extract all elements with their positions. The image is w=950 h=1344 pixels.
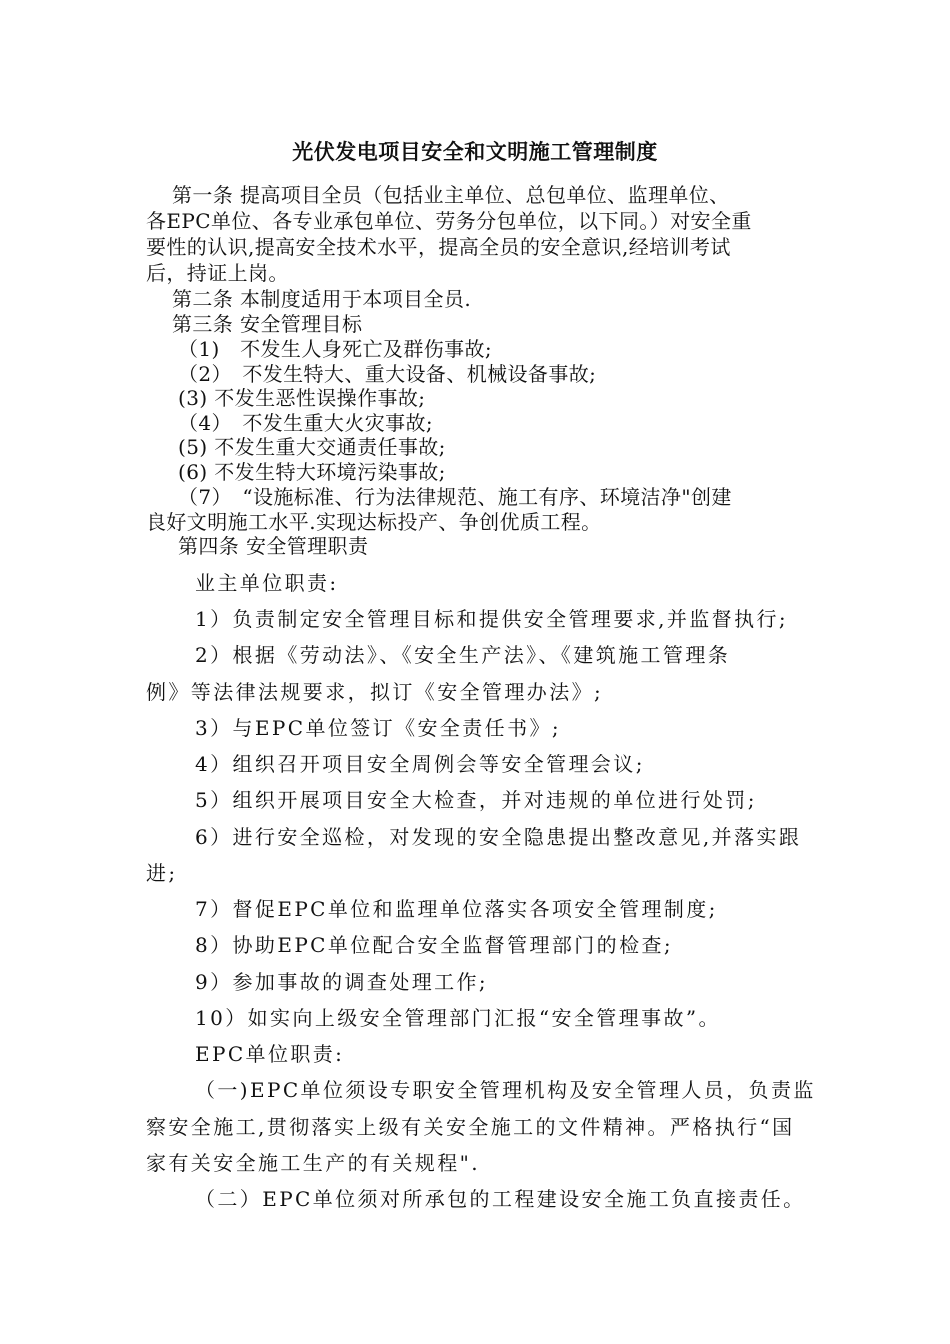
section-heading: EPC单位职责: xyxy=(195,1042,345,1066)
duty-item: （一)EPC单位须设专职安全管理机构及安全管理人员，负责监 xyxy=(195,1078,816,1102)
duty-item: 5）组织开展项目安全大检查，并对违规的单位进行处罚; xyxy=(195,788,757,812)
list-item: （7） “设施标准、行为法律规范、施工有序、环境洁净"创建 xyxy=(178,485,732,509)
article-heading: 第二条 本制度适用于本项目全员. xyxy=(172,287,472,311)
article-heading: 第三条 安全管理目标 xyxy=(172,312,363,336)
duty-item-continuation: 家有关安全施工生产的有关规程". xyxy=(146,1151,480,1175)
paragraph-line: 各EPC单位、各专业承包单位、劳务分包单位，以下同。）对安全重 xyxy=(146,209,752,233)
document-title: 光伏发电项目安全和文明施工管理制度 xyxy=(292,139,658,164)
list-item: (5) 不发生重大交通责任事故; xyxy=(178,435,446,459)
duty-item: 4）组织召开项目安全周例会等安全管理会议; xyxy=(195,752,645,776)
duty-item: 8）协助EPC单位配合安全监督管理部门的检查; xyxy=(195,933,674,957)
duty-item: 10）如实向上级安全管理部门汇报“安全管理事故”。 xyxy=(195,1006,721,1030)
duty-item: 6）进行安全巡检，对发现的安全隐患提出整改意见,并落实跟 xyxy=(195,825,802,849)
paragraph-line: 第一条 提高项目全员（包括业主单位、总包单位、监理单位、 xyxy=(172,183,730,207)
duty-item-continuation: 进; xyxy=(146,861,178,885)
duty-item: 1）负责制定安全管理目标和提供安全管理要求,并监督执行; xyxy=(195,607,789,631)
list-item: (6) 不发生特大环境污染事故; xyxy=(178,460,446,484)
list-item-continuation: 良好文明施工水平.实现达标投产、争创优质工程。 xyxy=(146,510,602,534)
article-heading: 第四条 安全管理职责 xyxy=(178,534,369,558)
duty-item-continuation: 察安全施工,贯彻落实上级有关安全施工的文件精神。严格执行“国 xyxy=(146,1115,795,1139)
paragraph-line: 要性的认识,提高安全技术水平，提高全员的安全意识,经培训考试 xyxy=(146,235,731,259)
list-item: （2） 不发生特大、重大设备、机械设备事故; xyxy=(178,362,597,386)
duty-item: 7）督促EPC单位和监理单位落实各项安全管理制度; xyxy=(195,897,718,921)
duty-item: 3）与EPC单位签订《安全责任书》; xyxy=(195,716,562,740)
list-item: (3) 不发生恶性误操作事故; xyxy=(178,386,426,410)
duty-item: 9）参加事故的调查处理工作; xyxy=(195,970,489,994)
list-item: （4） 不发生重大火灾事故; xyxy=(178,411,434,435)
paragraph-line: 后，持证上岗。 xyxy=(146,261,289,285)
duty-item: 2）根据《劳动法》、《安全生产法》、《建筑施工管理条 xyxy=(195,643,731,667)
duty-item: （二）EPC单位须对所承包的工程建设安全施工负直接责任。 xyxy=(195,1187,806,1211)
duty-item-continuation: 例》等法律法规要求，拟订《安全管理办法》; xyxy=(146,680,604,704)
section-heading: 业主单位职责: xyxy=(195,571,339,595)
list-item: （1) 不发生人身死亡及群伤事故; xyxy=(178,337,493,361)
